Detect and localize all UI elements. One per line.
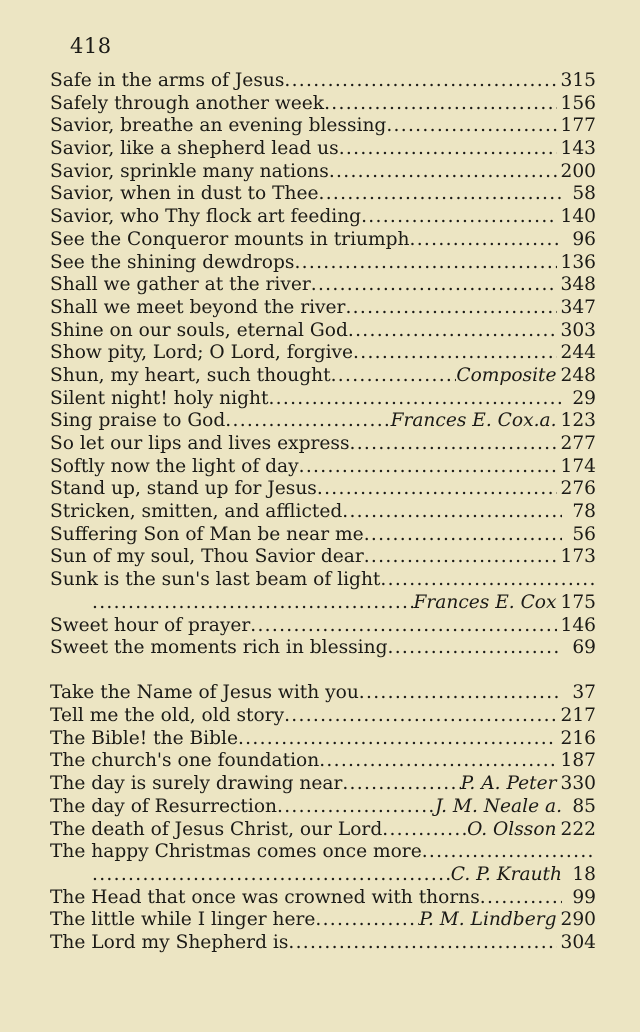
hymn-number: 244 (560, 342, 596, 364)
hymn-title: Show pity, Lord; O Lord, forgive (50, 342, 354, 364)
dot-leader (331, 365, 457, 388)
dot-leader (288, 932, 556, 955)
hymn-number: 69 (572, 637, 596, 659)
hymn-number: 315 (560, 70, 596, 91)
dot-leader (380, 569, 596, 592)
hymn-number: 136 (560, 251, 596, 273)
hymn-title: Safe in the arms of Jesus (50, 70, 285, 91)
hymn-title: Shall we meet beyond the river (50, 296, 346, 318)
dot-leader (382, 819, 467, 842)
index-entry (50, 456, 596, 479)
dot-leader (277, 796, 435, 819)
hymn-author: Frances E. Cox.a. (390, 410, 557, 432)
dot-leader (238, 728, 557, 751)
hymn-number: 276 (560, 478, 596, 500)
index-entry (50, 115, 596, 138)
hymn-title: Savior, like a shepherd lead us (50, 138, 339, 160)
hymn-number: 156 (560, 92, 596, 114)
hymn-title: Savior, sprinkle many nations (50, 160, 329, 182)
hymn-number: 277 (560, 433, 596, 454)
hymn-author: O. Olsson (467, 818, 557, 840)
index-entry (50, 909, 596, 932)
hymn-number: 174 (560, 455, 596, 477)
index-entry (50, 841, 596, 864)
index-entry (50, 161, 596, 184)
index-entry (50, 70, 596, 93)
index-entry (50, 410, 596, 433)
dot-leader (342, 501, 562, 524)
dot-leader (386, 115, 556, 138)
hymn-number: 146 (560, 614, 596, 636)
dot-leader (319, 183, 562, 206)
index-entry (50, 773, 596, 796)
hymn-number: 217 (560, 705, 596, 727)
hymn-number: 330 (560, 773, 596, 795)
hymn-title: The church's one foundation (50, 750, 320, 772)
hymn-number: 123 (560, 410, 596, 432)
hymn-number: 37 (572, 682, 596, 704)
dot-leader (284, 705, 556, 728)
index-entry (50, 501, 596, 524)
hymn-title: Sweet hour of prayer (50, 614, 251, 636)
index-entry (50, 433, 596, 456)
dot-leader (348, 320, 557, 343)
index-entry (50, 637, 596, 660)
index-entry (50, 478, 596, 501)
index-entry-continuation (50, 864, 596, 887)
hymn-number: 216 (560, 727, 596, 749)
dot-leader (92, 864, 451, 887)
dot-leader (480, 887, 562, 910)
dot-leader (361, 206, 556, 229)
hymn-number: 175 (560, 591, 596, 613)
dot-leader (350, 433, 557, 456)
dot-leader (315, 909, 419, 932)
hymn-number: 29 (572, 387, 596, 409)
index-entry (50, 682, 596, 705)
dot-leader (422, 841, 596, 864)
hymn-title: Take the Name of Jesus with you (50, 682, 359, 704)
hymn-title: The happy Christmas comes once more (50, 841, 422, 863)
dot-leader (225, 410, 390, 433)
hymn-index-list (50, 70, 596, 955)
hymn-number: 347 (560, 296, 596, 318)
hymn-number: 78 (572, 501, 596, 523)
dot-leader (329, 161, 557, 184)
dot-leader (294, 252, 556, 275)
hymn-title: Savior, who Thy flock art feeding (50, 206, 362, 228)
hymn-title: Shun, my heart, such thought (50, 364, 331, 386)
hymn-author: P. M. Lindberg (419, 909, 557, 931)
index-entry (50, 388, 596, 411)
index-entry (50, 932, 596, 955)
index-entry (50, 93, 596, 116)
dot-leader (345, 297, 556, 320)
hymn-title: Savior, when in dust to Thee (50, 183, 319, 205)
index-entry (50, 183, 596, 206)
hymn-number: 177 (560, 115, 596, 137)
hymn-title: The little while I linger here (50, 909, 316, 931)
index-entry (50, 206, 596, 229)
hymn-number: 303 (560, 319, 596, 341)
index-entry (50, 365, 596, 388)
index-entry (50, 274, 596, 297)
hymn-number: 348 (560, 274, 596, 296)
dot-leader (364, 524, 562, 547)
dot-leader (410, 229, 562, 252)
hymn-number: 173 (560, 546, 596, 568)
hymn-title: The Head that once was crowned with thorns (50, 886, 480, 908)
page-number: 418 (70, 34, 112, 58)
hymn-title: Sing praise to God (50, 410, 226, 432)
index-entry (50, 705, 596, 728)
dot-leader (324, 93, 556, 116)
dot-leader (268, 388, 562, 411)
hymn-title: Savior, breathe an evening blessing (50, 115, 387, 137)
hymn-author: C. P. Krauth (450, 863, 562, 885)
dot-leader (319, 750, 556, 773)
index-entry (50, 229, 596, 252)
hymn-title: The death of Jesus Christ, our Lord (50, 818, 383, 840)
hymn-title: The day of Resurrection (50, 795, 277, 817)
hymn-author: Composite (456, 364, 557, 386)
hymn-number: 222 (560, 818, 596, 840)
hymn-title: See the shining dewdrops (50, 251, 295, 273)
dot-leader (342, 773, 460, 796)
dot-leader (364, 546, 557, 569)
index-entry (50, 728, 596, 751)
hymn-title: The Lord my Shepherd is (50, 931, 289, 953)
hymn-number: 248 (560, 364, 596, 386)
hymn-title: Silent night! holy night (50, 387, 269, 409)
hymn-title: Shine on our souls, eternal God (50, 319, 348, 341)
hymn-title: So let our lips and lives express (50, 433, 350, 454)
hymn-title: Shall we gather at the river (50, 274, 311, 296)
hymn-number: 18 (572, 863, 596, 885)
index-entry (50, 524, 596, 547)
dot-leader (92, 592, 413, 615)
hymn-title: See the Conqueror mounts in triumph (50, 228, 410, 250)
index-entry (50, 342, 596, 365)
index-entry (50, 569, 596, 592)
hymn-title: The day is surely drawing near (50, 773, 343, 795)
hymn-title: Stand up, stand up for Jesus (50, 478, 317, 500)
hymn-number: 290 (560, 909, 596, 931)
index-entry (50, 750, 596, 773)
dot-leader (317, 478, 557, 501)
hymn-author: J. M. Neale a. (435, 795, 562, 817)
hymn-number: 99 (572, 886, 596, 908)
hymn-number: 140 (560, 206, 596, 228)
dot-leader (299, 456, 557, 479)
hymn-author: P. A. Peter (460, 773, 557, 795)
dot-leader (388, 637, 563, 660)
hymn-number: 143 (560, 138, 596, 160)
hymn-title: Softly now the light of day (50, 455, 299, 477)
hymn-title: Sunk is the sun's last beam of light (50, 569, 381, 591)
index-entry-continuation (50, 592, 596, 615)
hymn-title: Stricken, smitten, and afflicted (50, 501, 343, 523)
index-entry (50, 320, 596, 343)
hymn-title: Sweet the moments rich in blessing (50, 637, 388, 659)
dot-leader (339, 138, 557, 161)
index-entry (50, 615, 596, 638)
dot-leader (353, 342, 556, 365)
hymn-title: Tell me the old, old story (50, 705, 285, 727)
index-entry (50, 887, 596, 910)
hymn-title: Sun of my soul, Thou Savior dear (50, 546, 364, 568)
hymn-number: 187 (560, 750, 596, 772)
hymn-title: Suffering Son of Man be near me (50, 523, 364, 545)
dot-leader (250, 615, 556, 638)
hymn-number: 85 (572, 795, 596, 817)
hymn-number: 304 (560, 931, 596, 953)
dot-leader (311, 274, 557, 297)
index-entry (50, 796, 596, 819)
dot-leader (359, 682, 562, 705)
hymn-title: The Bible! the Bible (50, 727, 238, 749)
hymn-author: Frances E. Cox (413, 591, 557, 613)
dot-leader (284, 70, 556, 93)
index-entry (50, 546, 596, 569)
hymn-number: 96 (572, 228, 596, 250)
index-entry (50, 819, 596, 842)
hymn-title: Safely through another week (50, 92, 325, 114)
hymn-number: 58 (572, 183, 596, 205)
index-entry (50, 297, 596, 320)
hymn-number: 56 (572, 523, 596, 545)
hymn-number: 200 (560, 160, 596, 182)
index-entry (50, 138, 596, 161)
index-entry (50, 252, 596, 275)
